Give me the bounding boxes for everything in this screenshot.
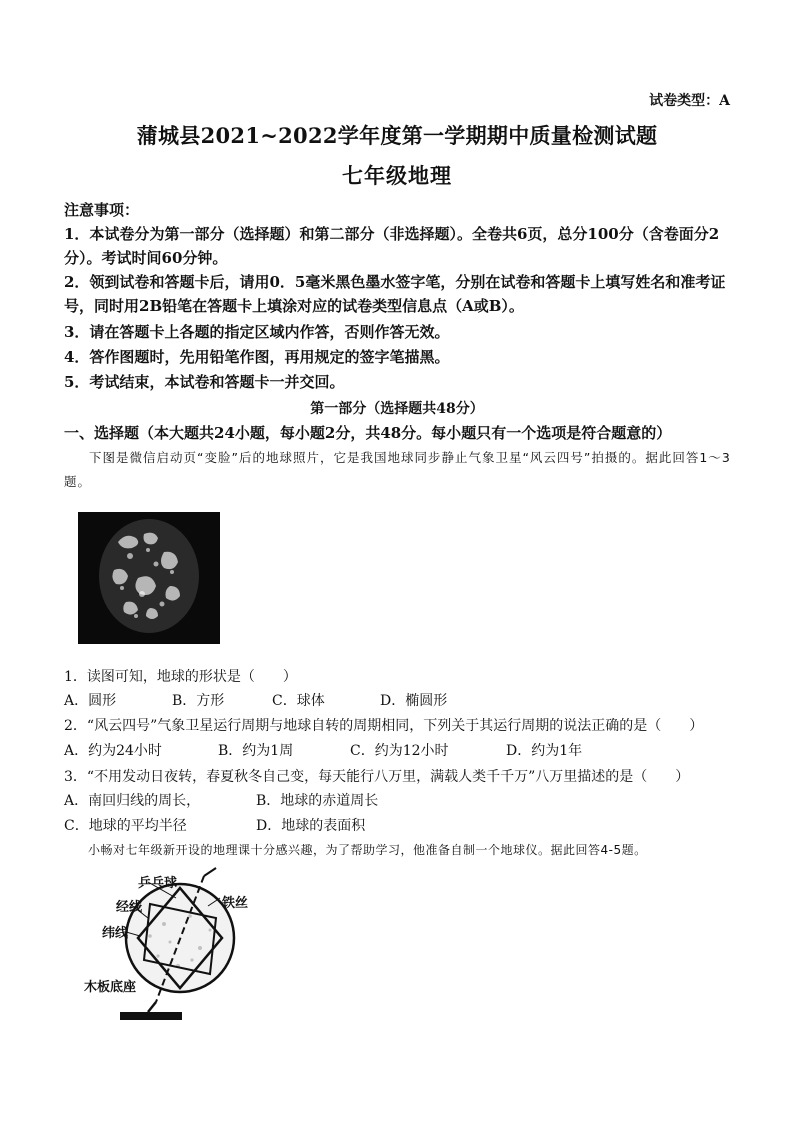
q1-option-c: C．球体 [272,693,325,709]
homemade-globe-figure [100,866,300,1026]
q3-option-c: C．地球的平均半径 [64,818,187,834]
intro-4-5: 小畅对七年级新开设的地理课十分感兴趣，为了帮助学习，他准备自制一个地球仪。据此回答4-5题。 [88,843,647,857]
label-meridian: 经线 [116,900,143,915]
notice-item-3: 3．请在答题卡上各题的指定区域内作答，否则作答无效。 [64,323,450,341]
q1-option-d: D．椭圆形 [380,693,448,709]
question-1-stem: 1．读图可知，地球的形状是（ ） [64,669,297,685]
section-heading: 第一部分（选择题共48分） [310,401,484,417]
q2-option-d: D．约为1年 [506,743,583,759]
notice-item-4: 4．答作图题时，先用铅笔作图，再用规定的签字笔描黑。 [64,348,450,366]
q2-option-c: C．约为12小时 [350,743,449,759]
intro-1-3: 下图是微信启动页“变脸”后的地球照片，它是我国地球同步静止气象卫星“风云四号”拍摄的。据此回答1～3题。 [64,450,731,489]
exam-subtitle: 七年级地理 [342,163,452,188]
notice-heading: 注意事项： [64,201,140,219]
notice-item-5: 5．考试结束，本试卷和答题卡一并交回。 [64,373,345,391]
earth-photo [78,512,220,644]
paper-type: 试卷类型：A [649,93,730,109]
label-iron-wire: 铁丝 [222,896,249,911]
label-parallel: 纬线 [102,926,129,941]
q3-option-a: A．南回归线的周长， [64,793,201,809]
q3-option-b: B．地球的赤道周长 [256,793,379,809]
q3-option-d: D．地球的表面积 [256,818,366,834]
question-2-stem: 2．“风云四号”气象卫星运行周期与地球自转的周期相同，下列关于其运行周期的说法正确的是（ ） [64,718,704,734]
q2-option-a: A．约为24小时 [64,743,162,759]
question-3-stem: 3．“不用发动日夜转，春夏秋冬自己变，每天能行八万里，满载人类千千万”八万里描述的是（ ） [64,769,690,785]
part-heading: 一、选择题（本大题共24小题，每小题2分，共48分。每小题只有一个选项是符合题意的） [64,424,672,442]
notice-item-2: 2．领到试卷和答题卡后，请用0．5毫米黑色墨水签字笔，分别在试卷和答题卡上填写姓名和准考证号，同时用2B铅笔在答题卡上填涂对应的试卷类型信息点（A或B）。 [64,273,726,315]
exam-title: 蒲城县2021~2022学年度第一学期期中质量检测试题 [136,123,658,148]
label-wooden-base: 木板底座 [84,980,137,995]
q1-option-a: A．圆形 [64,693,117,709]
q2-option-b: B．约为1周 [218,743,294,759]
label-pingpong-ball: 乒乓球 [138,876,178,891]
q1-option-b: B．方形 [172,693,225,709]
notice-item-1: 1．本试卷分为第一部分（选择题）和第二部分（非选择题）。全卷共6页，总分100分（含卷面分2分）。考试时间60分钟。 [64,225,720,267]
